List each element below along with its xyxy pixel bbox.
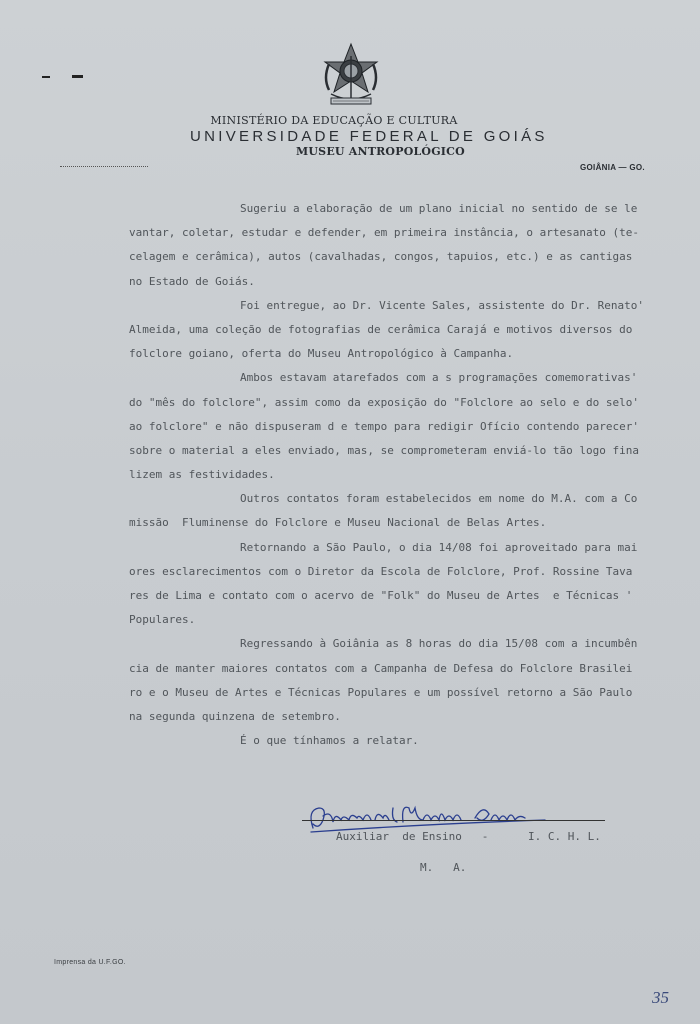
margin-mark (42, 76, 50, 78)
body-line: do "mês do folclore", assim como da exposição do "Folclore ao selo e do selo' (129, 395, 639, 409)
body-line: folclore goiano, oferta do Museu Antropológico à Campanha. (129, 347, 514, 361)
body-line: na segunda quinzena de setembro. (129, 709, 341, 723)
date-dotted-line (60, 166, 148, 167)
body-line: Sugeriu a elaboração de um plano inicial no sentido de se le (240, 202, 638, 215)
body-line: vantar, coletar, estudar e defender, em primeira instância, o artesanato (te- (129, 226, 639, 240)
body-line: Retornando a São Paulo, o dia 14/08 foi aproveitado para mai (240, 540, 638, 554)
body-line: celagem e cerâmica), autos (cavalhadas, congos, tapuios, etc.) e as cantigas (129, 250, 633, 264)
body-line: missão Fluminense do Folclore e Museu Nacional de Belas Artes. (129, 516, 547, 530)
body-line: Ambos estavam atarefados com a s programações comemorativas' (240, 371, 638, 385)
body-line: no Estado de Goiás. (129, 274, 255, 288)
body-line: ao folclore" e não dispuseram d e tempo para redigir Ofício contendo parecer' (129, 419, 639, 433)
body-line: ro e o Museu de Artes e Técnicas Populares e um possível retorno a São Paulo (129, 685, 633, 699)
body-line: Populares. (129, 613, 196, 627)
city-label: GOIÂNIA — GO. (580, 163, 645, 172)
ministry-heading: MINISTÉRIO DA EDUCAÇÃO E CULTURA (210, 114, 458, 127)
margin-mark (72, 75, 83, 78)
body-line: sobre o material a eles enviado, mas, se comprometeram enviá-lo tão logo fina (129, 443, 639, 457)
body-line: É o que tínhamos a relatar. (240, 734, 419, 748)
page-number: 35 (652, 988, 669, 1007)
signer-role: Auxiliar de Ensino - I. C. H. L. (336, 830, 601, 843)
body-line: cia de manter maiores contatos com a Campanha de Defesa do Folclore Brasilei (129, 661, 633, 675)
printer-imprint: Imprensa da U.F.GO. (54, 959, 126, 966)
coat-of-arms-seal-icon (319, 42, 383, 110)
signature-line (302, 820, 605, 821)
body-line: Foi entregue, ao Dr. Vicente Sales, assistente do Dr. Renato' (240, 298, 644, 312)
body-line: Almeida, uma coleção de fotografias de cerâmica Carajá e motivos diversos do (129, 322, 633, 336)
university-heading: UNIVERSIDADE FEDERAL DE GOIÁS (190, 128, 548, 145)
body-line: ores esclarecimentos com o Diretor da Escola de Folclore, Prof. Rossine Tava (129, 564, 633, 578)
signer-unit: M. A. (420, 861, 467, 874)
museum-heading: MUSEU ANTROPOLÓGICO (296, 145, 465, 158)
body-line: Regressando à Goiânia as 8 horas do dia 15/08 com a incumbên (240, 637, 638, 651)
body-line: lizem as festividades. (129, 468, 275, 482)
letter-body (129, 197, 665, 753)
body-line: Outros contatos foram estabelecidos em nome do M.A. com a Co (240, 492, 638, 506)
body-line: res de Lima e contato com o acervo de "Folk" do Museu de Artes e Técnicas ' (129, 589, 633, 602)
